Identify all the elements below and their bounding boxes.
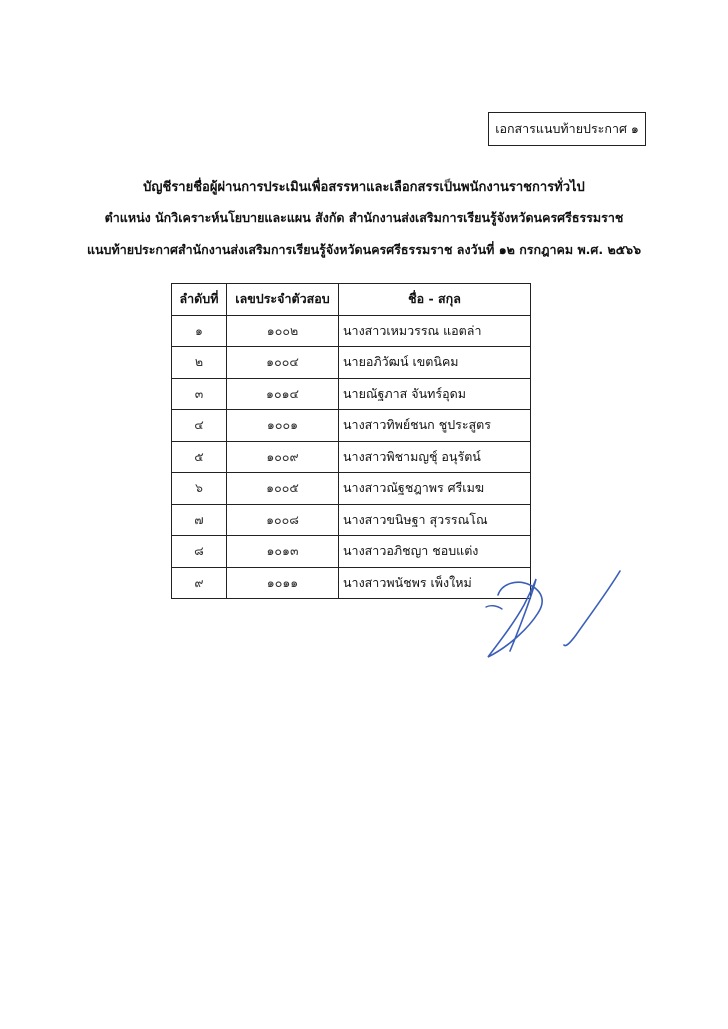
row-seq: ๑ xyxy=(172,315,227,347)
row-full-name: นางสาวเหมวรรณ แอตล่า xyxy=(339,315,531,347)
row-exam-number: ๑๐๐๙ xyxy=(227,441,339,473)
row-seq: ๘ xyxy=(172,536,227,568)
row-seq: ๕ xyxy=(172,441,227,473)
row-full-name: นางสาวขนิษฐา สุวรรณโณ xyxy=(339,504,531,536)
table-row xyxy=(172,536,531,568)
table-row xyxy=(172,410,531,442)
signature-stroke-tail xyxy=(486,606,502,609)
candidate-table xyxy=(171,283,531,599)
row-full-name: นายอภิวัฒน์ เขตนิคม xyxy=(339,347,531,379)
row-full-name: นางสาวณัฐชฎาพร ศรีเมฆ xyxy=(339,473,531,505)
header-seq: ลำดับที่ xyxy=(172,284,227,316)
table-row xyxy=(172,347,531,379)
table-row xyxy=(172,567,531,599)
table-row xyxy=(172,378,531,410)
row-seq: ๒ xyxy=(172,347,227,379)
row-exam-number: ๑๐๐๔ xyxy=(227,347,339,379)
row-exam-number: ๑๐๑๓ xyxy=(227,536,339,568)
table-header xyxy=(172,284,531,316)
table-row xyxy=(172,315,531,347)
table-header-row xyxy=(172,284,531,316)
table-row xyxy=(172,441,531,473)
row-full-name: นายณัฐภาส จันทร์อุดม xyxy=(339,378,531,410)
header-full-name: ชื่อ - สกุล xyxy=(339,284,531,316)
position-line: ตำแหน่ง นักวิเคราะห์นโยบายและแผน สังกัด สำนักงานส่งเสริมการเรียนรู้จังหวัดนครศรีธรรมราช xyxy=(104,210,624,225)
row-exam-number: ๑๐๐๑ xyxy=(227,410,339,442)
row-exam-number: ๑๐๐๒ xyxy=(227,315,339,347)
document-title: บัญชีรายชื่อผู้ผ่านการประเมินเพื่อสรรหาและเลือกสรรเป็นพนักงานราชการทั่วไป xyxy=(143,180,585,195)
attachment-label-box xyxy=(488,112,646,146)
row-seq: ๓ xyxy=(172,378,227,410)
table-row xyxy=(172,504,531,536)
row-exam-number: ๑๐๐๕ xyxy=(227,473,339,505)
row-full-name: นางสาวอภิชญา ชอบแต่ง xyxy=(339,536,531,568)
row-full-name: นางสาวทิพย์ชนก ชูประสูตร xyxy=(339,410,531,442)
announcement-reference-line: แนบท้ายประกาศสำนักงานส่งเสริมการเรียนรู้จังหวัดนครศรีธรรมราช ลงวันที่ ๑๒ กรกฎาคม พ.ศ. ๒๕๖๖ xyxy=(86,242,642,257)
table-row xyxy=(172,473,531,505)
signature-stroke-loop xyxy=(488,579,542,657)
row-exam-number: ๑๐๑๑ xyxy=(227,567,339,599)
header-exam-number: เลขประจำตัวสอบ xyxy=(227,284,339,316)
row-seq: ๗ xyxy=(172,504,227,536)
row-exam-number: ๑๐๐๘ xyxy=(227,504,339,536)
attachment-label: เอกสารแนบท้ายประกาศ ๑ xyxy=(495,121,639,136)
signature-stroke-line xyxy=(564,571,620,646)
row-exam-number: ๑๐๑๔ xyxy=(227,378,339,410)
table-body xyxy=(172,315,531,599)
row-seq: ๔ xyxy=(172,410,227,442)
row-seq: ๖ xyxy=(172,473,227,505)
row-seq: ๙ xyxy=(172,567,227,599)
row-full-name: นางสาวพิชามญชุ์ อนุรัตน์ xyxy=(339,441,531,473)
row-full-name: นางสาวพนัชพร เพ็งใหม่ xyxy=(339,567,531,599)
handwritten-signature xyxy=(480,565,630,665)
